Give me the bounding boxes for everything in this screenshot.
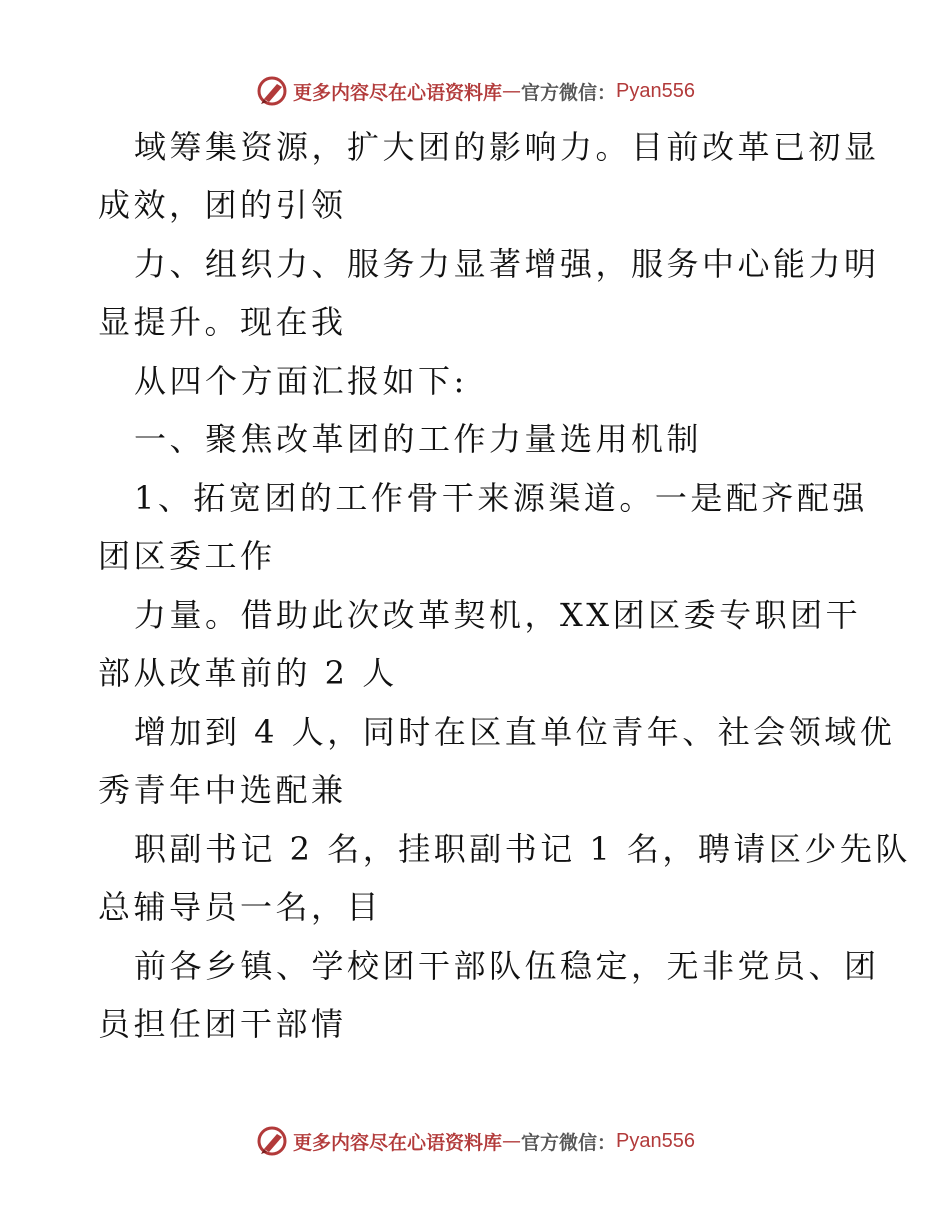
header-watermark [0,71,950,111]
watermark-wechat-id: Pyan556 [616,1129,695,1152]
body-line: 总辅导员一名，目 [98,888,383,926]
watermark-dash: — [502,1130,522,1152]
body-line: 秀青年中选配兼 [98,771,347,809]
watermark-brand: 更多内容尽在心语资料库 [293,1131,503,1154]
watermark-wechat-id: Pyan556 [616,79,695,102]
body-line: 职副书记 2 名，挂职副书记 1 名，聘请区少先队 [134,830,911,868]
watermark-label: 官方微信： [521,81,617,104]
watermark-label: 官方微信： [521,1131,617,1154]
body-line: 显提升。现在我 [98,303,347,341]
body-line: 成效，团的引领 [98,186,347,224]
body-line: 力、组织力、服务力显著增强，服务中心能力明 [134,245,880,283]
watermark-dash: — [502,80,522,102]
body-line: 增加到 4 人，同时在区直单位青年、社会领域优 [134,713,896,751]
body-line: 1、拓宽团的工作骨干来源渠道。一是配齐配强 [134,479,868,517]
pen-nib-circle-icon [255,74,289,108]
body-line: 前各乡镇、学校团干部队伍稳定，无非党员、团 [134,947,880,985]
body-line: 从四个方面汇报如下: [134,362,468,400]
body-line: 部从改革前的 2 人 [98,654,398,692]
footer-watermark [0,1121,950,1161]
body-line: 域筹集资源，扩大团的影响力。目前改革已初显 [134,128,880,166]
watermark-brand: 更多内容尽在心语资料库 [293,81,503,104]
pen-nib-circle-icon [255,1124,289,1158]
body-line: 力量。借助此次改革契机，XX团区委专职团干 [134,596,862,634]
body-line: 团区委工作 [98,537,276,575]
section-heading: 一、聚焦改革团的工作力量选用机制 [134,420,703,458]
body-line: 员担任团干部情 [98,1005,347,1043]
